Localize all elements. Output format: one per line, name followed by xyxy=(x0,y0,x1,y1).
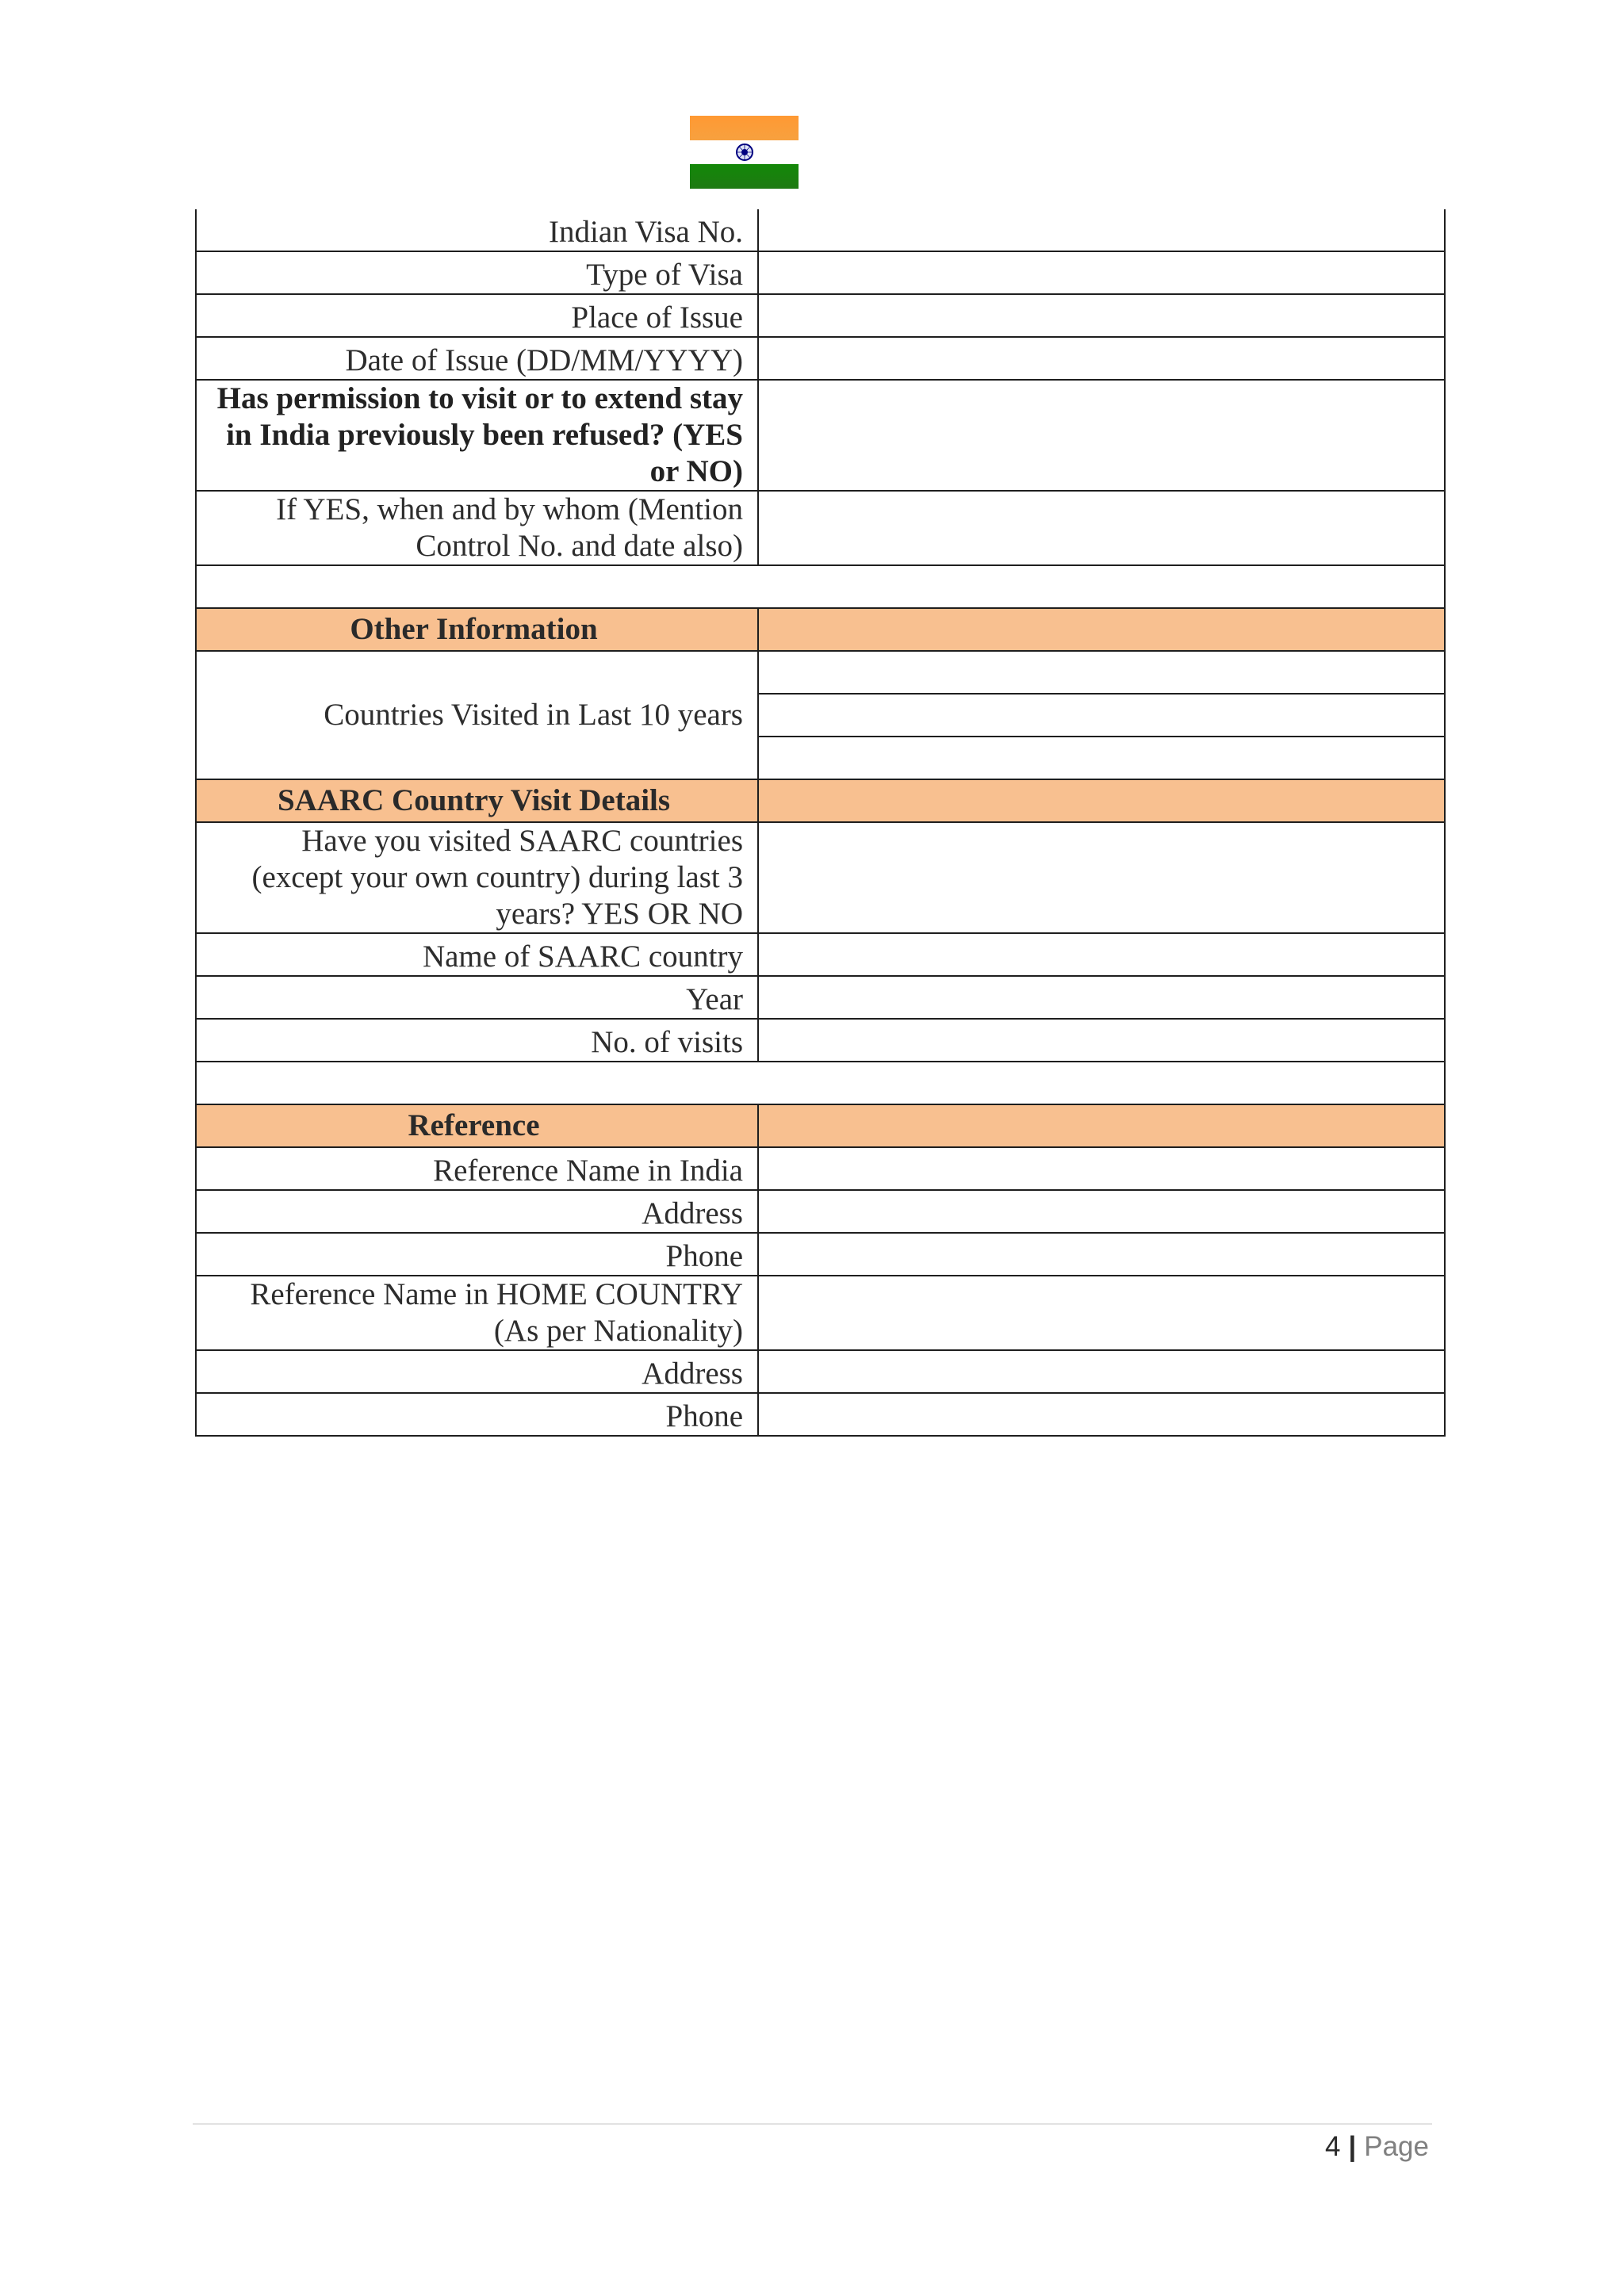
saarc-country-name-label: Name of SAARC country xyxy=(196,933,758,976)
table-row xyxy=(196,209,1445,251)
saarc-visited-field[interactable] xyxy=(758,822,1445,933)
section-header-row xyxy=(196,779,1445,822)
page-number: 4 xyxy=(1324,2131,1341,2162)
saarc-year-label: Year xyxy=(196,976,758,1019)
place-of-issue-label: Place of Issue xyxy=(196,294,758,337)
flag-white-band xyxy=(690,140,799,165)
visa-form-table xyxy=(195,209,1446,1437)
section-header-row xyxy=(196,608,1445,651)
date-of-issue-field[interactable] xyxy=(758,337,1445,380)
saarc-visited-label: Have you visited SAARC countries (except your own country) during last 3 years? YES OR NO xyxy=(196,822,758,933)
section-header-row xyxy=(196,1104,1445,1147)
table-row xyxy=(196,294,1445,337)
table-row xyxy=(196,933,1445,976)
table-row xyxy=(196,1190,1445,1233)
visa-number-label: Indian Visa No. xyxy=(196,209,758,251)
date-of-issue-label: Date of Issue (DD/MM/YYYY) xyxy=(196,337,758,380)
table-row xyxy=(196,1233,1445,1276)
saarc-country-name-field[interactable] xyxy=(758,933,1445,976)
page-label: Page xyxy=(1364,2131,1429,2162)
reference-name-india-label: Reference Name in India xyxy=(196,1147,758,1190)
refusal-details-label: If YES, when and by whom (Mention Control No. and date also) xyxy=(196,491,758,565)
table-row xyxy=(196,380,1445,491)
reference-phone-india-label: Phone xyxy=(196,1233,758,1276)
page-footer xyxy=(1325,2128,1429,2166)
visa-type-label: Type of Visa xyxy=(196,251,758,294)
spacer-row xyxy=(196,565,1445,608)
countries-visited-field-2[interactable] xyxy=(758,694,1445,737)
table-row xyxy=(196,1019,1445,1062)
table-row xyxy=(196,337,1445,380)
reference-address-home-field[interactable] xyxy=(758,1350,1445,1393)
flag-green-band xyxy=(690,164,799,189)
table-row xyxy=(196,1393,1445,1436)
spacer-row xyxy=(196,1062,1445,1104)
footer-divider xyxy=(193,2123,1432,2125)
countries-visited-label: Countries Visited in Last 10 years xyxy=(196,651,758,779)
reference-header: Reference xyxy=(196,1104,758,1147)
table-row xyxy=(196,491,1445,565)
reference-phone-home-field[interactable] xyxy=(758,1393,1445,1436)
flag-saffron-band xyxy=(690,116,799,140)
reference-address-home-label: Address xyxy=(196,1350,758,1393)
ashoka-chakra-icon xyxy=(735,143,754,162)
reference-name-home-label: Reference Name in HOME COUNTRY (As per Nationality) xyxy=(196,1276,758,1350)
page-separator: | xyxy=(1348,2131,1357,2162)
refusal-details-field[interactable] xyxy=(758,491,1445,565)
saarc-year-field[interactable] xyxy=(758,976,1445,1019)
table-row xyxy=(196,976,1445,1019)
table-row xyxy=(196,1276,1445,1350)
reference-address-india-field[interactable] xyxy=(758,1190,1445,1233)
reference-phone-india-field[interactable] xyxy=(758,1233,1445,1276)
saarc-visits-field[interactable] xyxy=(758,1019,1445,1062)
place-of-issue-field[interactable] xyxy=(758,294,1445,337)
saarc-visits-label: No. of visits xyxy=(196,1019,758,1062)
reference-address-india-label: Address xyxy=(196,1190,758,1233)
countries-visited-field-1[interactable] xyxy=(758,651,1445,694)
saarc-details-header: SAARC Country Visit Details xyxy=(196,779,758,822)
visa-type-field[interactable] xyxy=(758,251,1445,294)
countries-visited-field-3[interactable] xyxy=(758,737,1445,779)
table-row xyxy=(196,651,1445,694)
table-row xyxy=(196,1350,1445,1393)
visa-number-field[interactable] xyxy=(758,209,1445,251)
permission-refused-label: Has permission to visit or to extend stay in India previously been refused? (YES or NO) xyxy=(196,380,758,491)
reference-name-home-field[interactable] xyxy=(758,1276,1445,1350)
table-row xyxy=(196,822,1445,933)
other-information-header: Other Information xyxy=(196,608,758,651)
table-row xyxy=(196,1147,1445,1190)
table-row xyxy=(196,251,1445,294)
reference-phone-home-label: Phone xyxy=(196,1393,758,1436)
reference-name-india-field[interactable] xyxy=(758,1147,1445,1190)
india-flag-icon xyxy=(690,116,799,189)
permission-refused-field[interactable] xyxy=(758,380,1445,491)
